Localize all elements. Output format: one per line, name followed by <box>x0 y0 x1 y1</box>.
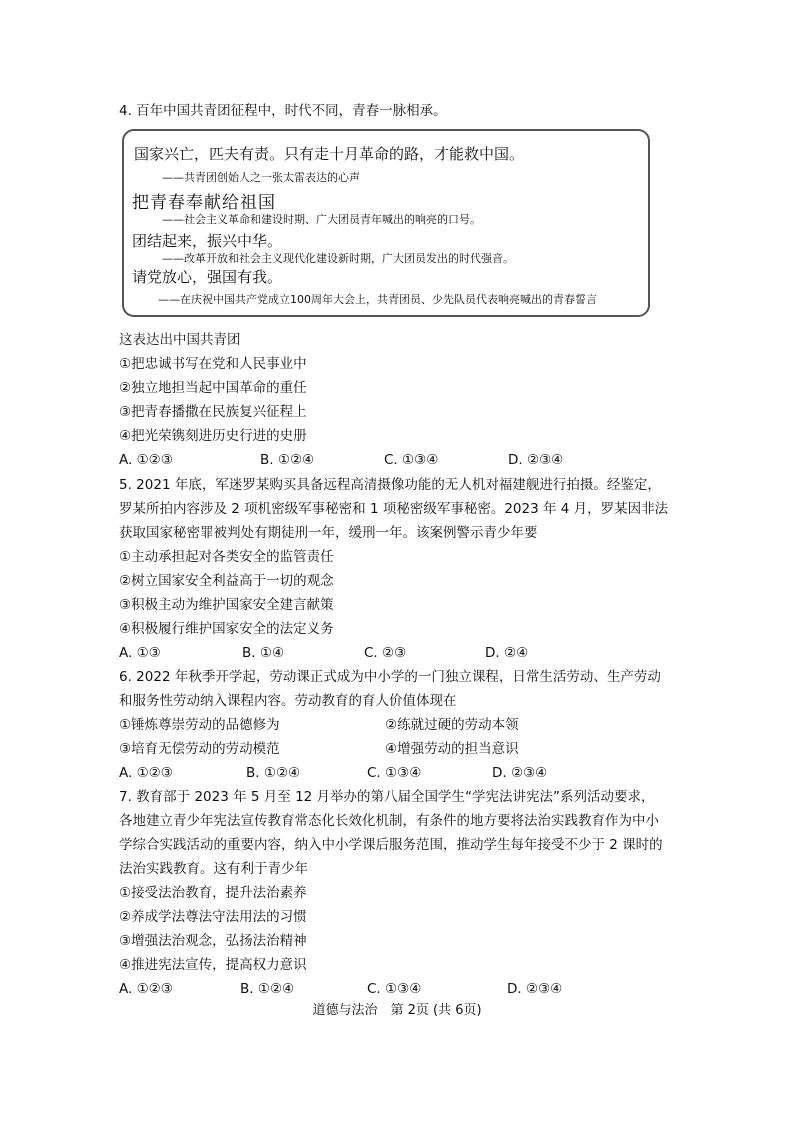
quote-4-text: 请党放心，强国有我。 <box>132 268 283 286</box>
q5-option-b[interactable]: B. ①④ <box>242 645 285 661</box>
quote-2-source: ——社会主义革命和建设时期、广大团员青年喊出的响亮的口号。 <box>162 213 481 226</box>
q4-option-a[interactable]: A. ①②③ <box>119 452 173 468</box>
q4-stem: 4. 百年中国共青团征程中，时代不同，青春一脉相承。 <box>119 103 447 119</box>
q7-stem-line-3: 学综合实践活动的重要内容，纳入中小学课后服务范围，推动学生每年接受不少于 2 课时的 <box>119 837 663 853</box>
q5-option-a[interactable]: A. ①③ <box>119 645 161 661</box>
q6-option-a[interactable]: A. ①②③ <box>119 765 173 781</box>
q6-option-b[interactable]: B. ①②④ <box>246 765 301 781</box>
quote-3-source: ——改革开放和社会主义现代化建设新时期，广大团员发出的时代强音。 <box>162 252 514 265</box>
q7-option-d[interactable]: D. ②③④ <box>507 981 563 997</box>
q5-option-d[interactable]: D. ②④ <box>485 645 529 661</box>
q7-item-3: ③增强法治观念，弘扬法治精神 <box>119 933 307 949</box>
q5-item-4: ④积极履行维护国家安全的法定义务 <box>119 621 334 637</box>
q5-item-1: ①主动承担起对各类安全的监管责任 <box>119 549 334 565</box>
q6-stem-line-2: 和服务性劳动纳入课程内容。劳动教育的育人价值体现在 <box>119 693 457 709</box>
q7-stem-line-2: 各地建立青少年宪法宣传教育常态化长效化机制，有条件的地方要将法治实践教育作为中小 <box>119 813 659 829</box>
quote-1-text: 国家兴亡，匹夫有责。只有走十月革命的路，才能救中国。 <box>134 145 525 163</box>
q7-item-4: ④推进宪法宣传，提高权力意识 <box>119 957 307 973</box>
q5-item-3: ③积极主动为维护国家安全建言献策 <box>119 597 334 613</box>
q6-item-4: ④增强劳动的担当意识 <box>385 741 519 757</box>
q6-item-2: ②练就过硬的劳动本领 <box>385 717 519 733</box>
q6-item-1: ①锤炼尊崇劳动的品德修为 <box>119 717 280 733</box>
q7-item-2: ②养成学法尊法守法用法的习惯 <box>119 909 307 925</box>
q6-stem-line-1: 6. 2022 年秋季开学起，劳动课正式成为中小学的一门独立课程，日常生活劳动、生产劳动 <box>119 669 661 685</box>
q7-stem-line-4: 法治实践教育。这有利于青少年 <box>119 861 308 877</box>
q4-item-1: ①把忠诚书写在党和人民事业中 <box>119 356 307 372</box>
q4-item-4: ④把光荣镌刻进历史行进的史册 <box>119 428 307 444</box>
q5-stem-line-2: 罗某所拍内容涉及 2 项机密级军事秘密和 1 项秘密级军事秘密。2023 年 4 月，罗某因非法 <box>119 501 669 517</box>
quote-1-source: ——共青团创始人之一张太雷表达的心声 <box>162 171 360 184</box>
q7-option-b[interactable]: B. ①②④ <box>240 981 295 997</box>
q7-option-c[interactable]: C. ①③④ <box>367 981 422 997</box>
q4-item-2: ②独立地担当起中国革命的重任 <box>119 380 307 396</box>
q4-option-b[interactable]: B. ①②④ <box>260 452 315 468</box>
quote-3-text: 团结起来，振兴中华。 <box>132 232 283 250</box>
q7-item-1: ①接受法治教育，提升法治素养 <box>119 885 307 901</box>
q6-item-3: ③培育无偿劳动的劳动模范 <box>119 741 280 757</box>
q4-option-c[interactable]: C. ①③④ <box>384 452 439 468</box>
q5-item-2: ②树立国家安全利益高于一切的观念 <box>119 573 334 589</box>
quote-4-source: ——在庆祝中国共产党成立100周年大会上，共青团员、少先队员代表响亮喊出的青春誓言 <box>158 293 597 306</box>
q4-prompt: 这表达出中国共青团 <box>119 332 241 348</box>
q4-option-d[interactable]: D. ②③④ <box>508 452 564 468</box>
q6-option-c[interactable]: C. ①③④ <box>367 765 422 781</box>
q7-option-a[interactable]: A. ①②③ <box>119 981 173 997</box>
quote-2-text: 把青春奉献给祖国 <box>132 193 276 213</box>
q5-option-c[interactable]: C. ②③ <box>364 645 407 661</box>
q5-stem-line-1: 5. 2021 年底，军迷罗某购买具备远程高清摄像功能的无人机对福建舰进行拍摄。经鉴定， <box>119 477 661 493</box>
page-footer: 道德与法治 第 2页 (共 6页) <box>312 1003 482 1018</box>
q7-stem-line-1: 7. 教育部于 2023 年 5 月至 12 月举办的第八届全国学生“学宪法讲宪法”系列活动要求， <box>119 789 655 805</box>
q6-option-d[interactable]: D. ②③④ <box>492 765 548 781</box>
quote-box <box>122 129 650 317</box>
q4-item-3: ③把青春播撒在民族复兴征程上 <box>119 404 307 420</box>
q5-stem-line-3: 获取国家秘密罪被判处有期徒刑一年，缓刑一年。该案例警示青少年要 <box>119 525 538 541</box>
